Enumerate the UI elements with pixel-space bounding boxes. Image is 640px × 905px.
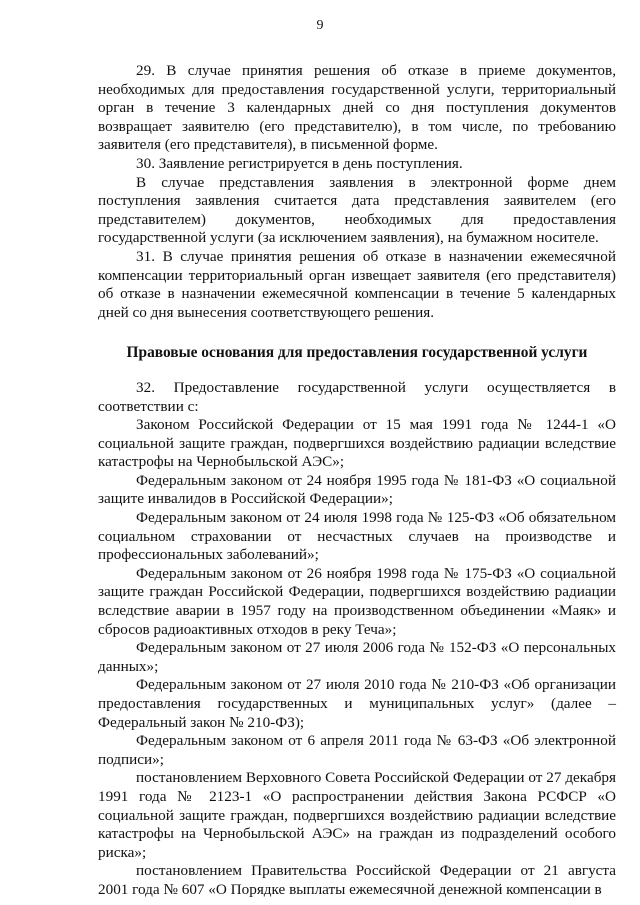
- paragraph-29: 29. В случае принятия решения об отказе в приеме документов, необходимых для предоставления государственной услуги, территориальный орган в течение 3 календарных дней со дня поступления документов возвращает заявителю (его представителю), в том числе, по требованию заявителя (его представителя), в письменной форме.: [98, 62, 616, 154]
- legal-basis-item: Федеральным законом от 26 ноября 1998 года № 175-ФЗ «О социальной защите граждан Российской Федерации, подвергшихся воздействию радиации вследствие аварии в 1957 году на производственном объединении «Маяк» и сбросов радиоактивных отходов в реку Теча»;: [98, 564, 616, 638]
- legal-basis-item: Федеральным законом от 6 апреля 2011 года № 63-ФЗ «Об электронной подписи»;: [98, 732, 616, 768]
- legal-basis-item: Законом Российской Федерации от 15 мая 1991 года № 1244-1 «О социальной защите граждан, подвергшихся воздействию радиации вследствие катастрофы на Чернобыльской АЭС»;: [98, 416, 616, 471]
- legal-basis-item: Федеральным законом от 24 июля 1998 года № 125-ФЗ «Об обязательном социальном страховании от несчастных случаев на производстве и профессиональных заболеваний»;: [98, 509, 616, 564]
- paragraph-31: 31. В случае принятия решения об отказе в назначении ежемесячной компенсации территориальный орган извещает заявителя (его представителя) об отказе в назначении ежемесячной компенсации в течение 5 календарных дней со дня вынесения соответствующего решения.: [98, 247, 616, 321]
- paragraph-30: 30. Заявление регистрируется в день поступления.: [136, 154, 463, 172]
- paragraph-electronic-form: В случае представления заявления в электронной форме днем поступления заявления считается дата представления заявителем (его представителем) документов, необходимых для предоставления государственной услуги (за исключением заявления), на бумажном носителе.: [98, 173, 616, 247]
- legal-basis-item: Федеральным законом от 27 июля 2006 года № 152-ФЗ «О персональных данных»;: [98, 639, 616, 675]
- legal-basis-item: Федеральным законом от 27 июля 2010 года № 210-ФЗ «Об организации предоставления государственных и муниципальных услуг» (далее – Федеральный закон № 210-ФЗ);: [98, 676, 616, 731]
- document-body: [98, 62, 616, 900]
- page-number: 9: [316, 18, 324, 33]
- legal-basis-item: постановлением Правительства Российской Федерации от 21 августа 2001 года № 607 «О Порядке выплаты ежемесячной денежной компенсации в: [98, 862, 616, 898]
- legal-basis-item: Федеральным законом от 24 ноября 1995 года № 181-ФЗ «О социальной защите инвалидов в Российской Федерации»;: [98, 471, 616, 508]
- section-heading: Правовые основания для предоставления государственной услуги: [126, 344, 588, 362]
- legal-basis-item: постановлением Верховного Совета Российской Федерации от 27 декабря 1991 года № 2123-1 «О распространении действия Закона РСФСР «О социальной защите граждан, подвергшихся воздействию радиации вследствие катастрофы на Чернобыльской АЭС» на граждан из подразделений особого риска»;: [98, 769, 616, 861]
- paragraph-32: 32. Предоставление государственной услуги осуществляется в соответствии с:: [98, 378, 616, 415]
